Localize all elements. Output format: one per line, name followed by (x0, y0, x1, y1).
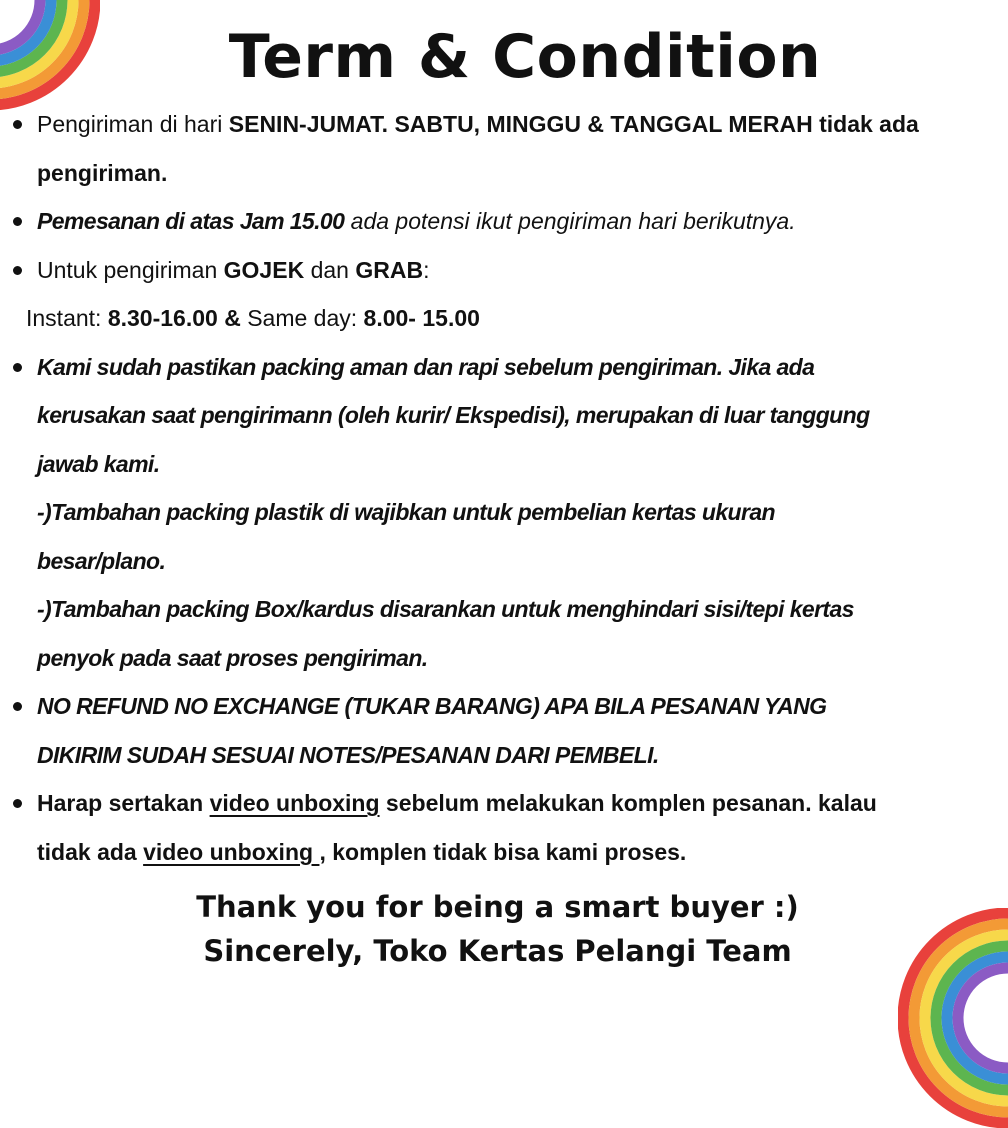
term-line: penyok pada saat proses pengiriman. (37, 644, 428, 671)
term-line (37, 100, 1008, 149)
term-text: , komplen tidak bisa kami proses. (319, 838, 687, 865)
bullet-icon (13, 120, 22, 129)
bullet-icon (13, 799, 22, 808)
bullet-icon (13, 217, 22, 226)
courier-grab: GRAB (355, 256, 424, 283)
term-text-bold: SENIN-JUMAT. SABTU, MINGGU & TANGGAL MERAH tidak ada (228, 111, 919, 137)
term-line: DIKIRIM SUDAH SESUAI NOTES/PESANAN DARI PEMBELI. (37, 741, 659, 768)
term-line: -)Tambahan packing plastik di wajibkan untuk pembelian kertas ukuran (37, 499, 775, 525)
closing-signature: Sincerely, Toko Kertas Pelangi Team (203, 934, 792, 968)
term-line: kerusakan saat pengirimann (oleh kurir/ Ekspedisi), merupakan di luar tanggung (37, 402, 870, 428)
term-item-order-cutoff (0, 197, 1008, 246)
term-line: Kami sudah pastikan packing aman dan rapi sebelum pengiriman. Jika ada (37, 353, 815, 380)
term-line (37, 779, 1008, 828)
term-item-unboxing-video (0, 779, 1008, 876)
term-line (37, 828, 1008, 877)
term-line: NO REFUND NO EXCHANGE (TUKAR BARANG) APA BILA PESANAN YANG (37, 693, 827, 719)
term-line-hours (26, 294, 1008, 343)
bullet-icon (13, 363, 22, 372)
term-text: dan (304, 256, 356, 283)
bullet-icon (13, 266, 22, 275)
term-line: besar/plano. (37, 547, 166, 574)
term-item-delivery-days (0, 100, 1008, 197)
term-line: jawab kami. (37, 450, 160, 477)
term-line (37, 246, 1008, 295)
courier-gojek: GOJEK (223, 256, 305, 283)
term-item-courier-hours (0, 246, 1008, 343)
terms-list (0, 100, 1008, 876)
term-text: tidak ada (37, 838, 144, 865)
bullet-icon (13, 702, 22, 711)
video-unboxing-text: video unboxing (209, 790, 380, 816)
same-day-hours: 8.00- 15.00 (363, 305, 480, 331)
term-text: Harap sertakan (37, 790, 210, 816)
term-text: sebelum melakukan komplen pesanan. kalau (379, 790, 877, 816)
closing-thanks: Thank you for being a smart buyer :) (196, 890, 799, 924)
term-item-no-refund (0, 682, 1008, 779)
instant-hours: 8.30-16.00 & (107, 305, 241, 331)
term-text: Same day: (240, 305, 364, 331)
term-text: Untuk pengiriman (37, 256, 224, 283)
video-unboxing-text: video unboxing (143, 838, 320, 865)
term-text: Pengiriman di hari (37, 111, 229, 137)
term-text: Instant: (26, 305, 108, 331)
page-title: Term & Condition (228, 22, 822, 92)
term-line: pengiriman. (37, 159, 168, 186)
term-item-packing (0, 343, 1008, 683)
term-text-italic: ada potensi ikut pengiriman hari berikutnya. (344, 208, 796, 234)
term-line: -)Tambahan packing Box/kardus disarankan untuk menghindari sisi/tepi kertas (37, 596, 854, 622)
term-text: : (423, 256, 430, 283)
term-line (37, 197, 1008, 246)
term-text-bold-italic: Pemesanan di atas Jam 15.00 (37, 208, 345, 234)
